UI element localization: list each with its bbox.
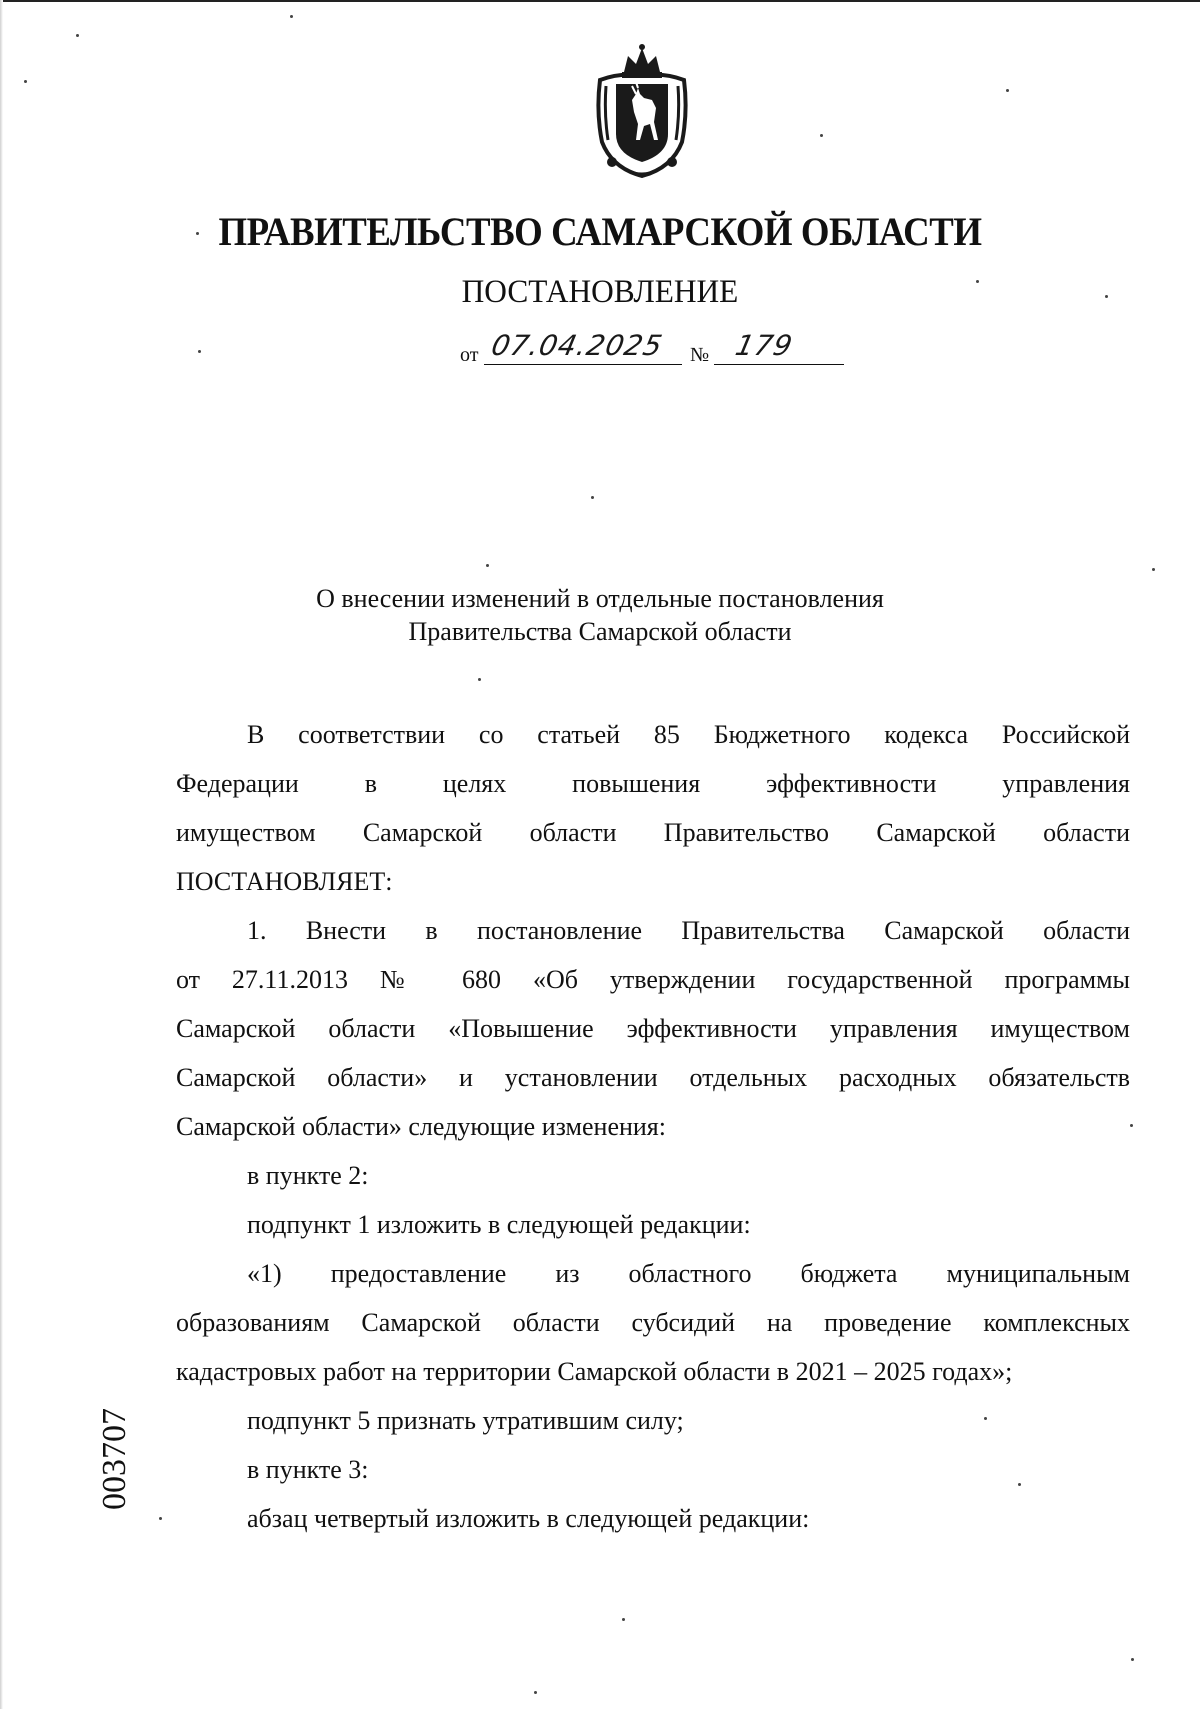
scan-speck [1152,568,1155,571]
scan-speck [198,350,201,353]
body-line: в пункте 2: [247,1161,369,1190]
scan-speck [290,15,293,18]
body-line: имуществом Самарской области Правительство Самарской области [176,818,1130,847]
body-line: подпункт 1 изложить в следующей редакции: [247,1210,751,1239]
body-line: в пункте 3: [247,1455,369,1484]
government-title: ПРАВИТЕЛЬСТВО САМАРСКОЙ ОБЛАСТИ [218,209,982,254]
body-line: 1. Внести в постановление Правительства Самарской области [247,916,1130,945]
body-line: от 27.11.2013 № 680 «Об утверждении государственной программы [176,965,1130,994]
document-type: ПОСТАНОВЛЕНИЕ [461,274,739,310]
scan-speck [622,1618,625,1621]
body-line: В соответствии со статьей 85 Бюджетного кодекса Российской [247,720,1130,749]
margin-serial-number: 003707 [96,1408,133,1510]
scan-speck [159,1517,162,1520]
scan-speck [486,564,489,567]
scan-speck [820,134,823,137]
date-field [484,330,682,365]
document-subject [0,582,1200,648]
body-line: подпункт 5 признать утратившим силу; [247,1406,684,1435]
handwritten-date: 07.04.2025 [488,329,666,362]
coat-of-arms-emblem [592,42,692,178]
body-line: ПОСТАНОВЛЯЕТ: [176,867,393,896]
scan-speck [478,678,481,681]
number-prefix: № [690,344,710,366]
body-line: «1) предоставление из областного бюджета муниципальным [247,1259,1130,1288]
body-line: Самарской области» следующие изменения: [176,1112,666,1141]
date-prefix: от [460,344,479,366]
scan-speck [1131,1658,1134,1661]
date-number-line [460,330,880,370]
body-line: абзац четвертый изложить в следующей редакции: [247,1504,810,1533]
scan-speck [1006,89,1009,92]
scan-edge-line [0,0,1200,2]
scan-speck [24,80,27,83]
scan-speck [534,1691,537,1694]
scan-speck [1130,1124,1133,1127]
scan-left-shadow [0,0,3,1709]
body-line: кадастровых работ на территории Самарской области в 2021 – 2025 годах»; [176,1357,1013,1386]
body-line: Федерации в целях повышения эффективности управления [176,769,1130,798]
subject-line: О внесении изменений в отдельные постановления [316,584,884,613]
scan-speck [591,496,594,499]
body-line: Самарской области» и установлении отдельных расходных обязательств [176,1063,1130,1092]
body-line: образованиям Самарской области субсидий на проведение комплексных [176,1308,1130,1337]
body-line: Самарской области «Повышение эффективности управления имуществом [176,1014,1130,1043]
document-body [176,710,1130,1543]
scan-speck [76,34,79,37]
handwritten-number: 179 [732,329,796,362]
number-field [714,330,844,365]
subject-line: Правительства Самарской области [408,617,792,646]
